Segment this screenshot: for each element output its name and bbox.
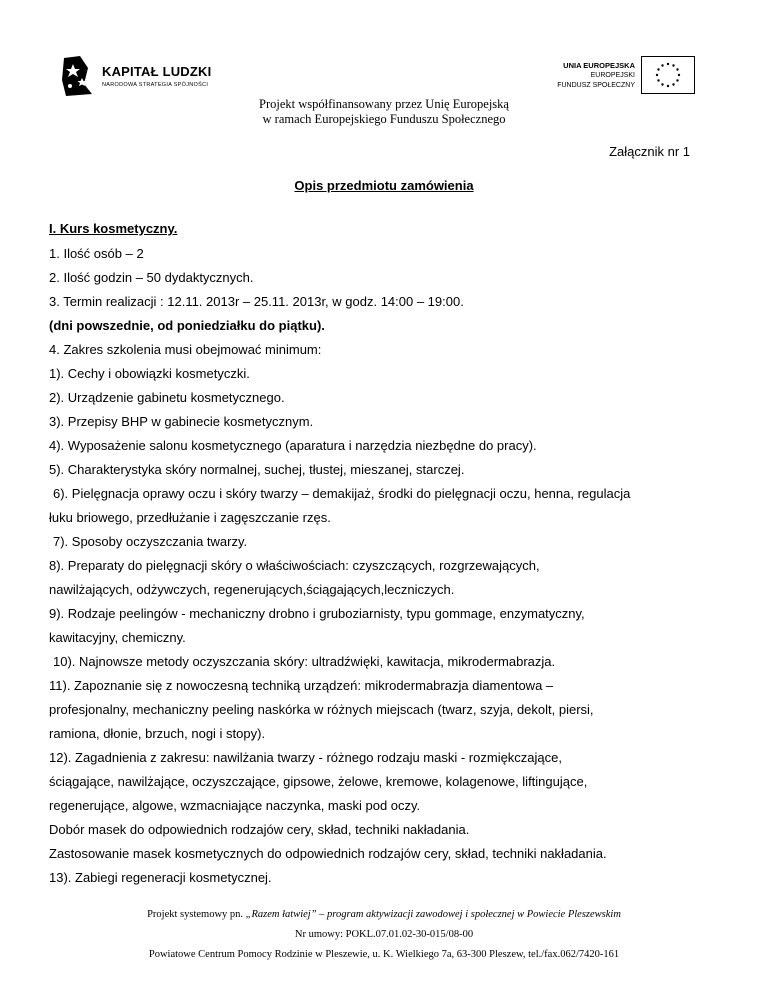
body-line: profesjonalny, mechaniczny peeling naskórka w różnych miejscach (twarz, szyja, dekolt, piersi, (49, 702, 594, 717)
star-figure-icon (58, 50, 98, 100)
logo-subtitle: NARODOWA STRATEGIA SPÓJNOŚCI (102, 82, 209, 88)
logo-title: KAPITAŁ LUDZKI (102, 64, 212, 79)
footer-project-name: „Razem łatwiej” – program aktywizacji zawodowej i społecznej w Powiecie Pleszewskim (245, 909, 621, 920)
body-line: 5). Charakterystyka skóry normalnej, suchej, tłustej, mieszanej, starczej. (49, 462, 465, 477)
project-efs-line: w ramach Europejskiego Funduszu Społecznego (262, 112, 506, 126)
body-line: 9). Rodzaje peelingów - mechaniczny drobno i gruboziarnisty, typu gommage, enzymatyczny, (49, 606, 585, 621)
eu-logo-line3: FUNDUSZ SPOŁECZNY (557, 82, 635, 89)
body-line: 13). Zabiegi regeneracji kosmetycznej. (49, 870, 272, 885)
project-cofinanced-line: Projekt współfinansowany przez Unię Europejską (259, 97, 509, 111)
body-line: 1). Cechy i obowiązki kosmetyczki. (49, 366, 250, 381)
eu-flag-icon (641, 56, 695, 94)
body-line: ściągające, nawilżające, oczyszczające, gipsowe, żelowe, kremowe, kolagenowe, liftingujące, (49, 774, 588, 789)
body-line: 6). Pielęgnacja oprawy oczu i skóry twarzy – demakijaż, środki do pielęgnacji oczu, henna, regulacja (53, 486, 631, 501)
body-line: ramiona, dłonie, brzuch, nogi i stopy). (49, 726, 266, 741)
body-line: regenerujące, algowe, wzmacniające naczynka, maski pod oczy. (49, 798, 421, 813)
footer-project-prefix: Projekt systemowy pn. (147, 909, 246, 920)
body-line: Dobór masek do odpowiednich rodzajów cery, skład, techniki nakładania. (49, 822, 470, 837)
body-line-emphasis: (dni powszednie, od poniedziałku do piątku). (49, 318, 325, 333)
body-line: kawitacyjny, chemiczny. (49, 630, 186, 645)
body-line: Zastosowanie masek kosmetycznych do odpowiednich rodzajów cery, skład, techniki nakładania. (49, 846, 607, 861)
body-line: łuku briowego, przedłużanie i zagęszczanie rzęs. (49, 510, 331, 525)
body-line: 11). Zapoznanie się z nowoczesną techniką urządzeń: mikrodermabrazja diamentowa – (49, 678, 554, 693)
attachment-label: Załącznik nr 1 (609, 144, 690, 159)
eu-logo-line1: UNIA EUROPEJSKA (563, 61, 635, 70)
body-line: 4. Zakres szkolenia musi obejmować minimum: (49, 342, 322, 357)
eu-logo-line2: EUROPEJSKI (590, 72, 635, 79)
body-line: 7). Sposoby oczyszczania twarzy. (53, 534, 248, 549)
section-title: I. Kurs kosmetyczny. (49, 221, 178, 236)
body-line: 2). Urządzenie gabinetu kosmetycznego. (49, 390, 285, 405)
body-line: 2. Ilość godzin – 50 dydaktycznych. (49, 270, 254, 285)
body-line: 3). Przepisy BHP w gabinecie kosmetycznym. (49, 414, 314, 429)
eu-logo-text (557, 61, 635, 91)
body-line: 3. Termin realizacji : 12.11. 2013r – 25.11. 2013r, w godz. 14:00 – 19:00. (49, 294, 464, 309)
page-title: Opis przedmiotu zamówienia (294, 178, 474, 193)
footer-address: Powiatowe Centrum Pomocy Rodzinie w Pleszewie, u. K. Wielkiego 7a, 63-300 Pleszew, tel./fax.062/7420-161 (148, 949, 620, 960)
body-line: 10). Najnowsze metody oczyszczania skóry: ultradźwięki, kawitacja, mikrodermabrazja. (53, 654, 556, 669)
footer-project-line (0, 909, 768, 920)
body-line: 4). Wyposażenie salonu kosmetycznego (aparatura i narzędzia niezbędne do pracy). (49, 438, 537, 453)
kapital-ludzki-logo (58, 50, 218, 100)
body-line: 1. Ilość osób – 2 (49, 246, 144, 261)
eu-logo (540, 55, 705, 97)
footer-contract-number: Nr umowy: POKL.07.01.02-30-015/08-00 (294, 929, 474, 940)
body-line: 8). Preparaty do pielęgnacji skóry o właściwościach: czyszczących, rozgrzewających, (49, 558, 540, 573)
body-line: nawilżających, odżywczych, regenerujących,ściągających,leczniczych. (49, 582, 455, 597)
body-line: 12). Zagadnienia z zakresu: nawilżania twarzy - różnego rodzaju maski - rozmiękczające, (49, 750, 562, 765)
